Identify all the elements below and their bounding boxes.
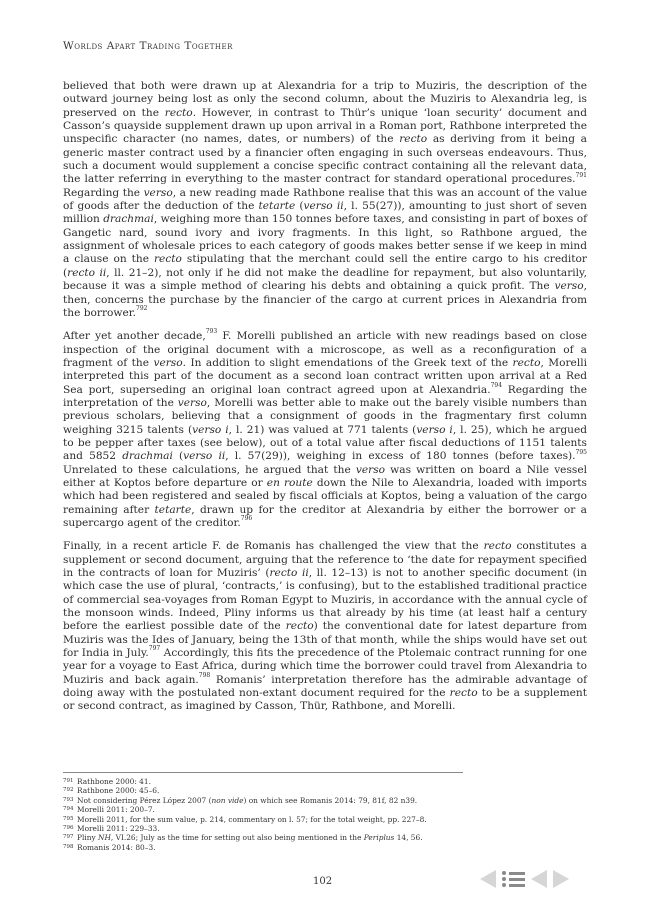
footnotes <box>63 772 463 852</box>
footnote <box>63 777 463 786</box>
italic-text: drachmai <box>103 213 154 226</box>
italic-text: recto <box>164 106 193 119</box>
next-page-arrow-icon[interactable] <box>553 870 569 888</box>
paragraph <box>63 330 587 530</box>
footnote-number: 793 <box>63 796 74 803</box>
italic-text: verso <box>355 463 386 476</box>
footnote-ref: 798 <box>198 672 211 680</box>
text-run: Romanis’ interpretation therefore has the admirable advantage of doing away with the postulated non-extant document required for the <box>63 673 587 700</box>
text-run: F. Morelli published an article with new readings based on close inspection of the original document with a microscope, as well as a reconfiguration of a fragment of the <box>63 330 587 369</box>
footnote-ref: 791 <box>575 171 587 179</box>
text-run: ) on which see Romanis 2014: 79, 81f, 82 n39. <box>243 795 418 805</box>
text-run: was written on board a Nile vessel either at Koptos before departure or <box>63 463 587 489</box>
running-title: Worlds Apart Trading Together <box>63 40 233 52</box>
text-run: , drawn up for the creditor at Alexandria by either the borrower or a supercargo agent of the creditor. <box>63 503 587 529</box>
text-run: Pliny <box>77 833 98 843</box>
footnote <box>63 805 463 814</box>
footnote-number: 795 <box>63 815 74 822</box>
footnote-number: 791 <box>63 778 74 784</box>
italic-text: recto <box>153 253 182 266</box>
menu-icon[interactable] <box>502 871 525 887</box>
text-run: Regarding the <box>63 186 144 199</box>
italic-text: verso <box>177 396 207 409</box>
paragraph <box>63 80 587 320</box>
footnote-text <box>77 777 151 786</box>
text-run: , VI.26; July as the time for setting out also being mentioned in the <box>110 833 364 843</box>
text-run: , l. 21) was valued at 771 talents ( <box>228 423 417 436</box>
italic-text: recto ii <box>269 567 309 580</box>
page-number: 102 <box>313 876 333 887</box>
footnote-text <box>77 815 427 824</box>
text-run: as deriving from it being a generic master contract used by a financier often engaging in such overseas endeavours. Thus, such a document would supplement a concise specific contract containing all the relevant data, the latter referring in everything to the master contract for standard operational procedures. <box>63 133 587 186</box>
footnote-number: 798 <box>63 843 74 850</box>
footnote <box>63 786 463 795</box>
text-run: ( <box>295 200 304 213</box>
italic-text: verso i <box>416 423 453 436</box>
first-page-arrow-icon[interactable] <box>480 870 496 888</box>
page-navigation <box>480 870 569 888</box>
text-run: ) the conventional date for latest departure from Muziris was the Ides of January, being the 13th of that month, while the ships would have set out for India in July. <box>63 620 588 660</box>
italic-text: verso i <box>192 423 229 436</box>
italic-text: verso <box>143 186 173 199</box>
text-run: Not considering Pérez López 2007 ( <box>77 795 212 805</box>
footnote-text <box>77 805 155 814</box>
text-run: Accordingly, this fits the precedence of the Ptolemaic contract running for one year for a voyage to East Africa, during which time the borrower could travel from Alexandria to Muziris and back again. <box>63 647 587 686</box>
italic-text: en route <box>266 476 313 489</box>
text-run: stipulating that the merchant could sell the entire cargo to his creditor ( <box>63 253 587 279</box>
text-run: ( <box>172 450 184 463</box>
text-run: Rathbone 2000: 45–6. <box>77 786 160 796</box>
italic-text: verso ii <box>183 450 226 463</box>
footnote <box>63 824 463 833</box>
text-run: Morelli 2011: 200–7. <box>77 805 155 815</box>
italic-text: tetarte <box>258 200 296 213</box>
footnote <box>63 815 463 824</box>
text-run: , l. 55(27)), amounting to just short of seven million <box>63 200 587 226</box>
footnote-ref: 795 <box>575 448 587 456</box>
text-run: Regarding the interpretation of the <box>63 383 588 409</box>
footnote-number: 797 <box>63 834 74 841</box>
italic-text: NH <box>98 833 111 843</box>
text-run: . In addition to slight emendations of the Greek text of the <box>182 356 513 369</box>
footnote-ref: 793 <box>205 328 218 336</box>
text-run: Finally, in a recent article F. de Romanis has challenged the view that the <box>63 540 484 553</box>
text-run: , ll. 12–13) is not to another specific document (in which case the use of plural, ‘contracts,’ is confusing), but to the established traditional practice of commercial sea-voyages from Roman Egypt to Muziris, in accordance with the annual cycle of the monsoon winds. Indeed, Pliny informs us that already by his time (at least half a century before the earliest possible date of the <box>63 567 587 633</box>
text-run: Unrelated to these calculations, he argued that the <box>63 463 356 476</box>
italic-text: verso <box>554 280 584 293</box>
text-run: , l. 57(29)), weighing in excess of 180 tonnes (before taxes). <box>225 450 576 463</box>
text-run: Morelli 2011, for the sum value, p. 214, commentary on l. 57; for the total weight, pp. 227–8. <box>77 814 427 824</box>
italic-text: tetarte <box>154 503 192 516</box>
footnote <box>63 833 463 842</box>
italic-text: non vide <box>211 795 244 805</box>
italic-text: recto <box>449 687 478 700</box>
italic-text: recto <box>512 356 541 369</box>
footnote-ref: 792 <box>136 305 148 313</box>
italic-text: recto <box>399 133 428 146</box>
text-run: 14, 56. <box>394 833 423 843</box>
footnote-number: 792 <box>63 787 74 794</box>
text-run: , Morelli was better able to make out the barely visible numbers than previous scholars, believing that a consignment of goods in the fragmentary first column weighing 3215 talents ( <box>63 396 587 436</box>
italic-text: recto <box>483 540 512 553</box>
text-run: , a new reading made Rathbone realise that this was an account of the value of goods after the deduction of the <box>63 186 587 213</box>
text-run: to be a supplement or second contract, as imagined by Casson, Thür, Rathbone, and Morelli. <box>63 687 587 713</box>
footnote-ref: 794 <box>490 381 503 389</box>
paragraph <box>63 540 587 713</box>
text-run: Morelli 2011: 229–33. <box>77 824 160 834</box>
footnote-ref: 797 <box>148 645 161 653</box>
footnote-number: 794 <box>63 806 74 813</box>
footnote <box>63 843 463 852</box>
italic-text: Periplus <box>363 833 395 843</box>
text-run: , ll. 21–2), not only if he did not make the deadline for repayment, but also voluntarily, because it was a simple method of clearing his debts and obtaining a quick profit. The <box>63 266 588 293</box>
italic-text: drachmai <box>122 450 173 463</box>
text-run: down the Nile to Alexandria, loaded with imports which had been registered and sealed by fiscal officials at Koptos, being a valuation of the cargo remaining after <box>63 476 587 516</box>
footnote-text <box>77 843 156 852</box>
footnote-text <box>77 786 159 795</box>
body-text <box>63 80 587 724</box>
italic-text: recto <box>285 620 314 633</box>
italic-text: recto ii <box>67 266 107 279</box>
footnote-text <box>77 796 417 805</box>
footnote <box>63 796 463 805</box>
footnote-number: 796 <box>63 825 74 832</box>
text-run: constitutes a supplement or second document, arguing that the reference to ‘the date for repayment specified in the contracts of loan for Muziris’ ( <box>63 540 587 580</box>
italic-text: verso <box>153 356 183 369</box>
footnote-text <box>77 824 160 833</box>
text-run: . However, in contrast to Thür’s unique ‘loan security’ document and Casson’s quayside supplement drawn up upon arrival in a Roman port, Rathbone interpreted the unspecific character (no names, dates, or numbers) of the <box>63 106 588 146</box>
italic-text: verso ii <box>303 200 344 213</box>
previous-page-arrow-icon[interactable] <box>531 870 547 888</box>
text-run: After yet another decade, <box>63 330 206 343</box>
text-run: Romanis 2014: 80–3. <box>77 842 156 852</box>
footnote-text <box>77 833 423 842</box>
text-run: , l. 25), which he argued to be pepper after taxes (see below), out of a total value after fiscal deductions of 1151 talents and 5852 <box>63 423 588 463</box>
text-run: Rathbone 2000: 41. <box>77 777 151 786</box>
text-run: , Morelli interpreted this part of the document as a second loan contract written upon arrival at a Red Sea port, superseding an original loan contract agreed upon at Alexandria. <box>63 356 587 396</box>
text-run: , then, concerns the purchase by the financier of the cargo at current prices in Alexandria from the borrower. <box>63 280 587 319</box>
text-run: , weighing more than 150 tonnes before taxes, and consisting in part of boxes of Gangetic nard, sound ivory and ivory fragments. In this light, so Rathbone argued, the assignment of wholesale prices to each category of goods makes better sense if we keep in mind a clause on the <box>63 213 588 266</box>
text-run: believed that both were drawn up at Alexandria for a trip to Muziris, the description of the outward journey being lost as only the second column, about the Muziris to Alexandria leg, is preserved on the <box>63 80 587 119</box>
footnote-ref: 796 <box>240 515 253 523</box>
